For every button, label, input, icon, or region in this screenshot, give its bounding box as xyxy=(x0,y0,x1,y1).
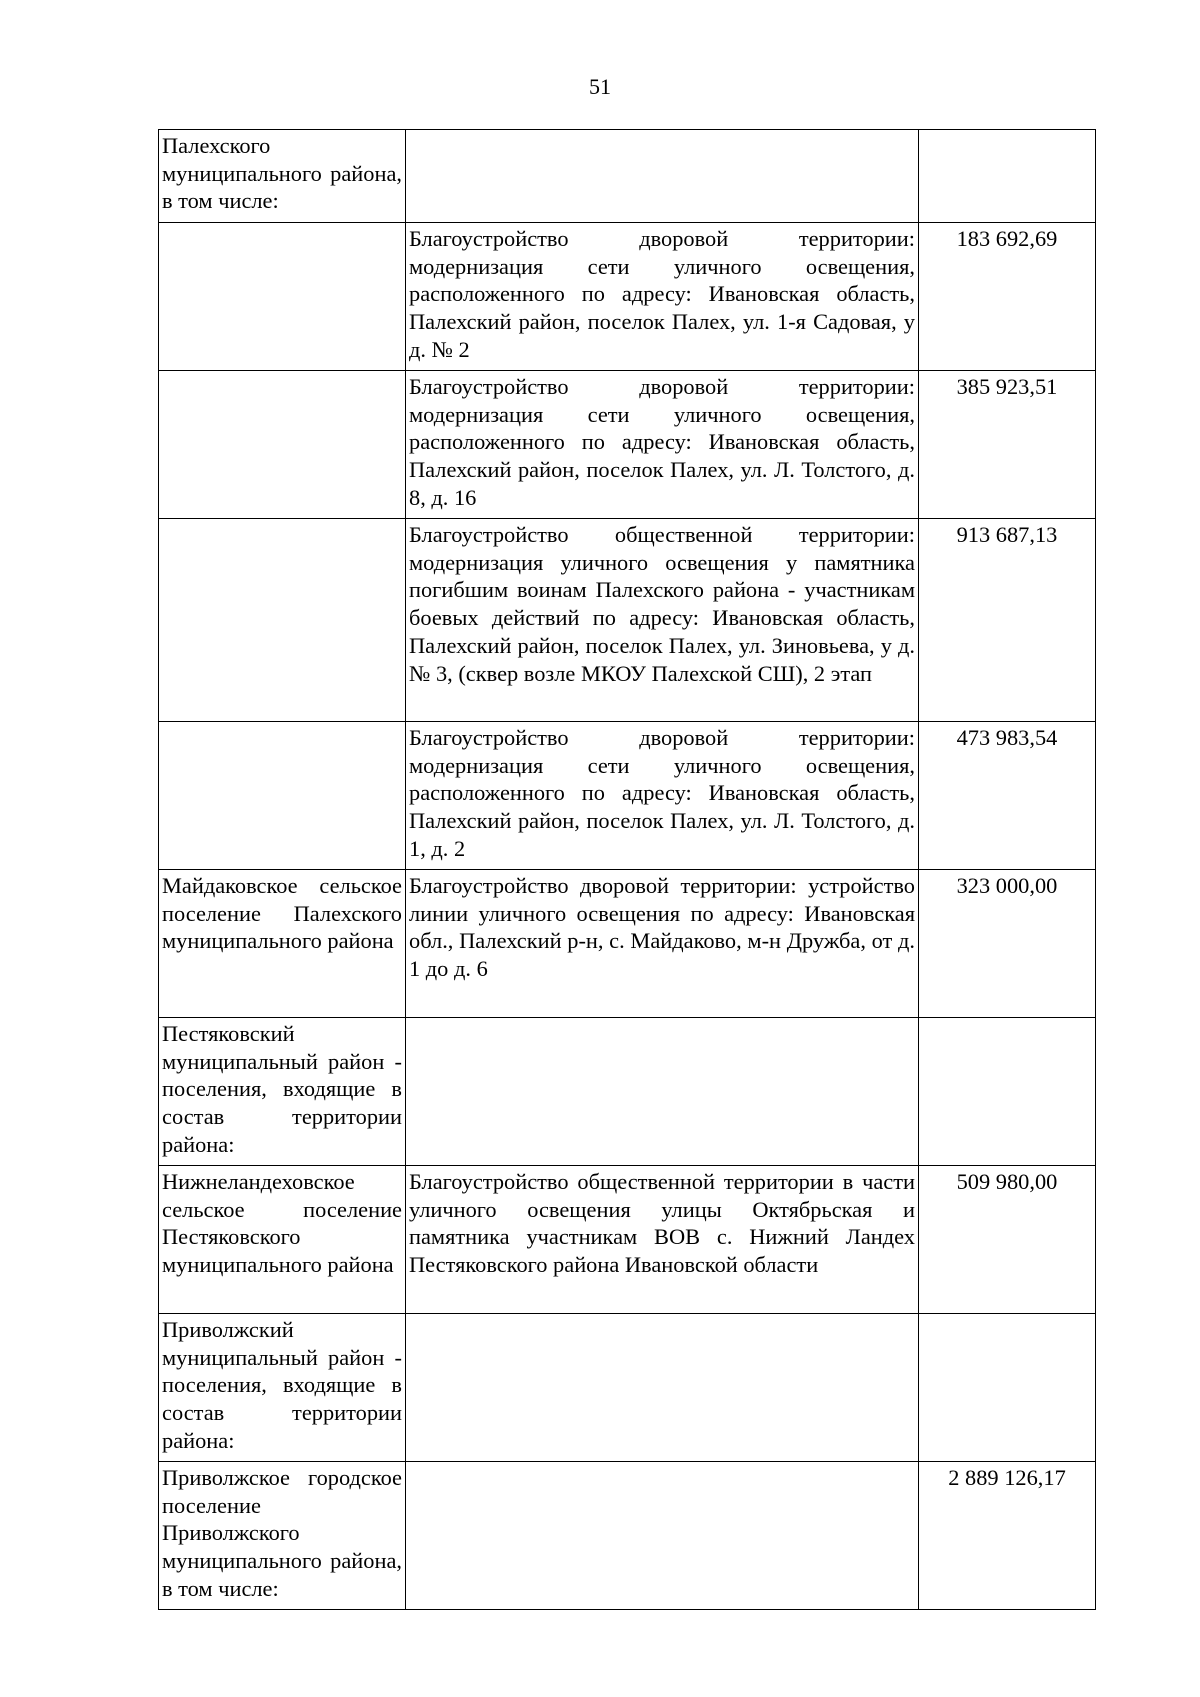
project-description-cell: Благоустройство дворовой территории: модернизация сети уличного освещения, расположенного по адресу: Ивановская область, Палехский район, поселок Палех, ул. Л. Толстого, д. 8, д. 16 xyxy=(406,371,919,519)
amount-cell: 385 923,51 xyxy=(919,371,1096,519)
municipality-cell: Приволжский муниципальный район - поселения, входящие в состав территории района: xyxy=(159,1314,406,1462)
municipality-cell: Палехского муниципального района, в том числе: xyxy=(159,130,406,223)
project-description-cell xyxy=(406,1018,919,1166)
amount-cell: 183 692,69 xyxy=(919,223,1096,371)
municipality-cell: Майдаковское сельское поселение Палехского муниципального района xyxy=(159,870,406,1018)
project-description-cell: Благоустройство дворовой территории: модернизация сети уличного освещения, расположенного по адресу: Ивановская область, Палехский район, поселок Палех, ул. Л. Толстого, д. 1, д. 2 xyxy=(406,722,919,870)
municipality-cell xyxy=(159,519,406,722)
project-description-cell xyxy=(406,1314,919,1462)
table-row xyxy=(159,130,1096,223)
amount-cell xyxy=(919,1314,1096,1462)
subsidy-table xyxy=(158,129,1096,1610)
amount-cell: 473 983,54 xyxy=(919,722,1096,870)
municipality-cell xyxy=(159,722,406,870)
project-description-cell: Благоустройство дворовой территории: модернизация сети уличного освещения, расположенного по адресу: Ивановская область, Палехский район, поселок Палех, ул. 1-я Садовая, у д. № 2 xyxy=(406,223,919,371)
municipality-cell: Нижнеландеховское сельское поселение Пестяковского муниципального района xyxy=(159,1166,406,1314)
table-row xyxy=(159,1166,1096,1314)
table-row xyxy=(159,519,1096,722)
table-row xyxy=(159,722,1096,870)
table-row xyxy=(159,1462,1096,1610)
project-description-cell: Благоустройство дворовой территории: устройство линии уличного освещения по адресу: Ивановская обл., Палехский р-н, с. Майдаково, м-н Дружба, от д. 1 до д. 6 xyxy=(406,870,919,1018)
municipality-cell: Приволжское городское поселение Приволжского муниципального района, в том числе: xyxy=(159,1462,406,1610)
municipality-cell xyxy=(159,371,406,519)
project-description-cell xyxy=(406,1462,919,1610)
table-row xyxy=(159,870,1096,1018)
amount-cell: 913 687,13 xyxy=(919,519,1096,722)
amount-cell: 509 980,00 xyxy=(919,1166,1096,1314)
table-row xyxy=(159,223,1096,371)
table-row xyxy=(159,1018,1096,1166)
project-description-cell: Благоустройство общественной территории в части уличного освещения улицы Октябрьская и памятника участникам ВОВ с. Нижний Ландех Пестяковского района Ивановской области xyxy=(406,1166,919,1314)
amount-cell xyxy=(919,130,1096,223)
municipality-cell: Пестяковский муниципальный район - поселения, входящие в состав территории района: xyxy=(159,1018,406,1166)
page-number: 51 xyxy=(589,74,611,99)
project-description-cell xyxy=(406,130,919,223)
project-description-cell: Благоустройство общественной территории: модернизация уличного освещения у памятника погибшим воинам Палехского района - участникам боевых действий по адресу: Ивановская область, Палехский район, поселок Палех, ул. Зиновьева, у д. № 3, (сквер возле МКОУ Палехской СШ), 2 этап xyxy=(406,519,919,722)
amount-cell: 323 000,00 xyxy=(919,870,1096,1018)
table-row xyxy=(159,371,1096,519)
municipality-cell xyxy=(159,223,406,371)
amount-cell xyxy=(919,1018,1096,1166)
amount-cell: 2 889 126,17 xyxy=(919,1462,1096,1610)
table-row xyxy=(159,1314,1096,1462)
